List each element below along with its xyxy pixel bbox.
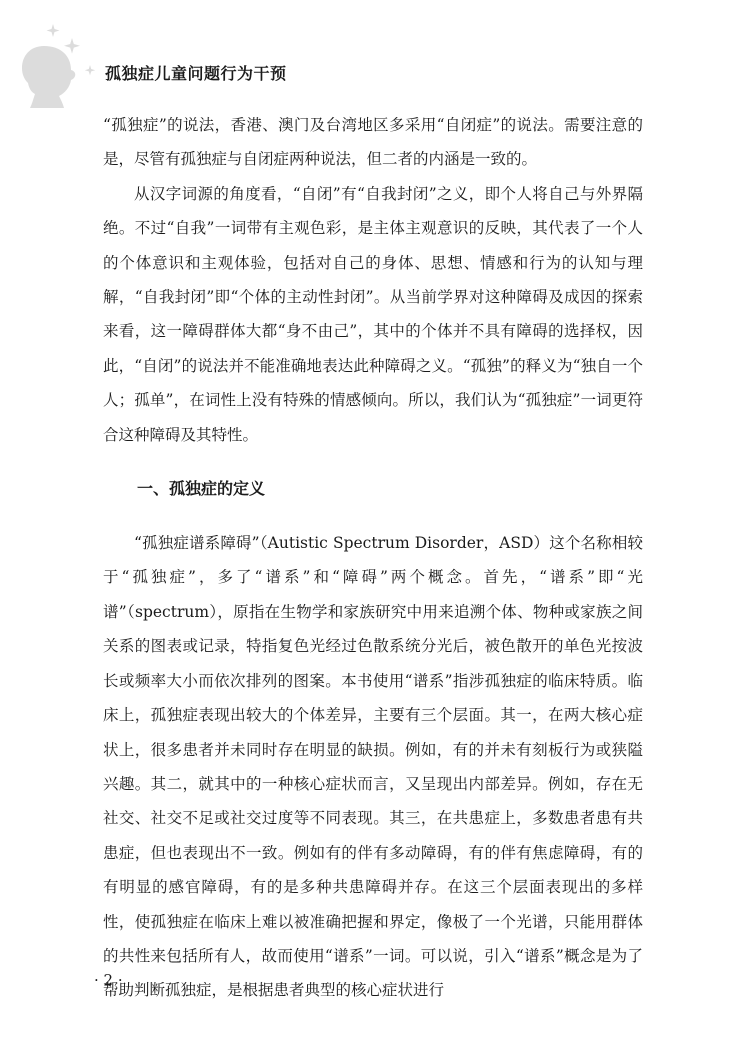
sparkle-icon [47,24,60,37]
page-number: · 2 · [94,971,123,989]
section-heading: 一、孤独症的定义 [137,479,266,499]
sparkle-icon [85,65,95,75]
sparkle-icon [64,38,80,54]
child-head-icon [22,46,75,108]
paragraph: 从汉字词源的角度看，“自闭”有“自我封闭”之义，即个人将自己与外界隔绝。不过“自我”一词带有主观色彩，是主体主观意识的反映，其代表了一个人的个体意识和主观体验，包括对自己的身体、思想、情感和行为的认知与理解，“自我封闭”即“个体的主动性封闭”。从当前学界对这种障碍及成因的探索来看，这一障碍群体大都“身不由己”，其中的个体并不具有障碍的选择权，因此，“自闭”的说法并不能准确地表达此种障碍之义。“孤独”的释义为“独自一个人；孤单”，在词性上没有特殊的情感倾向。所以，我们认为“孤独症”一词更符合这种障碍及其特性。 [103,184,643,444]
running-title: 孤独症儿童问题行为干预 [105,64,287,83]
child-silhouette-graphic [14,18,104,126]
page-body [103,108,643,1008]
paragraph: “孤独症”的说法，香港、澳门及台湾地区多采用“自闭症”的说法。需要注意的是，尽管有孤独症与自闭症两种说法，但二者的内涵是一致的。 [103,116,643,169]
paragraph: “孤独症谱系障碍”（Autistic Spectrum Disorder，ASD）这个名称相较于“孤独症”，多了“谱系”和“障碍”两个概念。首先，“谱系”即“光谱”（spectrum），原指在生物学和家族研究中用来追溯个体、物种或家族之间关系的图表或记录，特指复色光经过色散系统分光后，被色散开的单色光按波长或频率大小而依次排列的图案。本书使用“谱系”指涉孤独症的临床特质。临床上，孤独症表现出较大的个体差异，主要有三个层面。其一，在两大核心症状上，很多患者并未同时存在明显的缺损。例如，有的并未有刻板行为或狭隘兴趣。其二，就其中的一种核心症状而言，又呈现出内部差异。例如，存在无社交、社交不足或社交过度等不同表现。其三，在共患症上，多数患者患有共患症，但也表现出不一致。例如有的伴有多动障碍，有的伴有焦虑障碍，有的有明显的感官障碍，有的是多种共患障碍并存。在这三个层面表现出的多样性，使孤独症在临床上难以被准确把握和界定，像极了一个光谱，只能用群体的共性来包括所有人，故而使用“谱系”一词。可以说，引入“谱系”概念是为了帮助判断孤独症，是根据患者典型的核心症状进行 [103,534,643,1000]
